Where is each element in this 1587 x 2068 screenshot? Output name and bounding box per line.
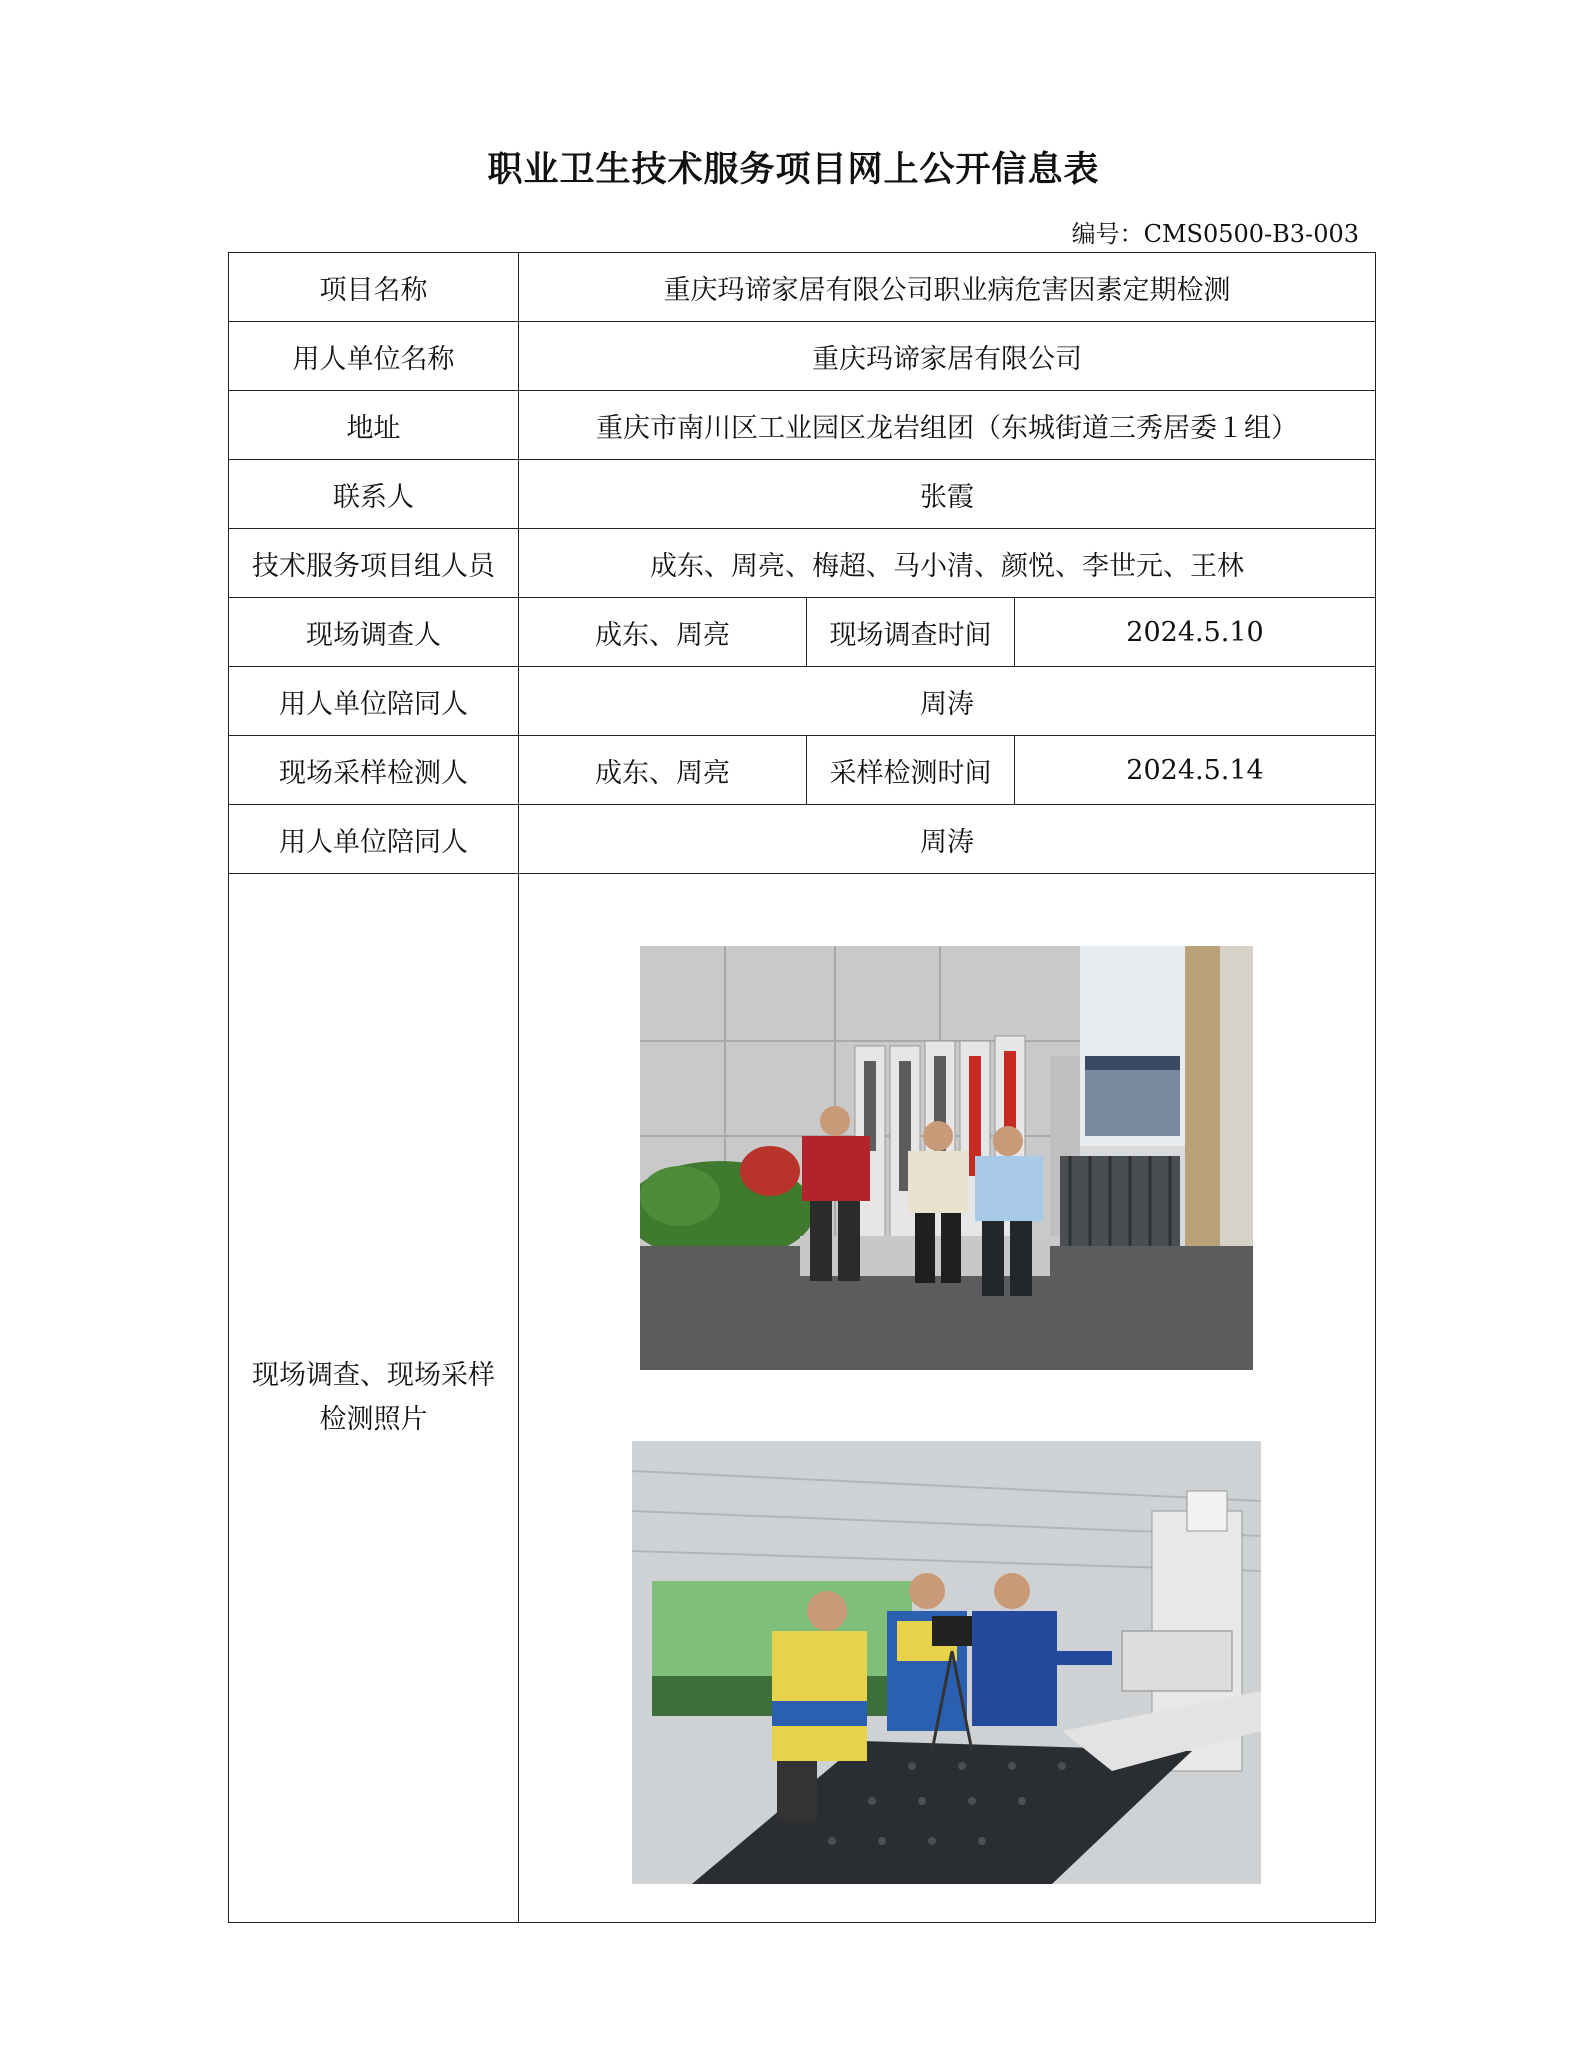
row-team: [229, 529, 1376, 598]
row-project-name: [229, 253, 1376, 322]
value-project-name: 重庆玛谛家居有限公司职业病危害因素定期检测: [519, 253, 1376, 322]
site-survey-photo: [640, 946, 1253, 1370]
label-project-name: 项目名称: [229, 253, 519, 322]
label-sampling-escort: 用人单位陪同人: [229, 805, 519, 874]
value-sampling-escort: 周涛: [519, 805, 1376, 874]
row-sampling: [229, 736, 1376, 805]
value-sampling-time: 2024.5.14: [1015, 736, 1376, 805]
row-address: [229, 391, 1376, 460]
label-photos-line1: 现场调查、现场采样: [252, 1360, 495, 1391]
value-survey-escort: 周涛: [519, 667, 1376, 736]
document-title: 职业卫生技术服务项目网上公开信息表: [487, 149, 1100, 190]
label-sampling: 现场采样检测人: [229, 736, 519, 805]
value-contact: 张霞: [519, 460, 1376, 529]
row-sampling-escort: [229, 805, 1376, 874]
label-survey-time: 现场调查时间: [807, 598, 1015, 667]
label-sampling-time: 采样检测时间: [807, 736, 1015, 805]
value-survey-time: 2024.5.10: [1015, 598, 1376, 667]
row-employer-name: [229, 322, 1376, 391]
row-contact: [229, 460, 1376, 529]
label-contact: 联系人: [229, 460, 519, 529]
label-survey-escort: 用人单位陪同人: [229, 667, 519, 736]
label-employer-name: 用人单位名称: [229, 322, 519, 391]
value-employer-name: 重庆玛谛家居有限公司: [519, 322, 1376, 391]
label-team: 技术服务项目组人员: [229, 529, 519, 598]
value-sampling: 成东、周亮: [519, 736, 807, 805]
value-survey: 成东、周亮: [519, 598, 807, 667]
label-survey: 现场调查人: [229, 598, 519, 667]
label-address: 地址: [229, 391, 519, 460]
value-address: 重庆市南川区工业园区龙岩组团（东城街道三秀居委１组）: [519, 391, 1376, 460]
row-survey-escort: [229, 667, 1376, 736]
site-sampling-photo: [632, 1441, 1261, 1884]
value-team: 成东、周亮、梅超、马小清、颜悦、李世元、王林: [519, 529, 1376, 598]
row-survey: [229, 598, 1376, 667]
document-number: 编号：CMS0500-B3-003: [1071, 220, 1359, 248]
label-photos-line2: 检测照片: [319, 1404, 428, 1435]
label-photos: [229, 874, 519, 1923]
